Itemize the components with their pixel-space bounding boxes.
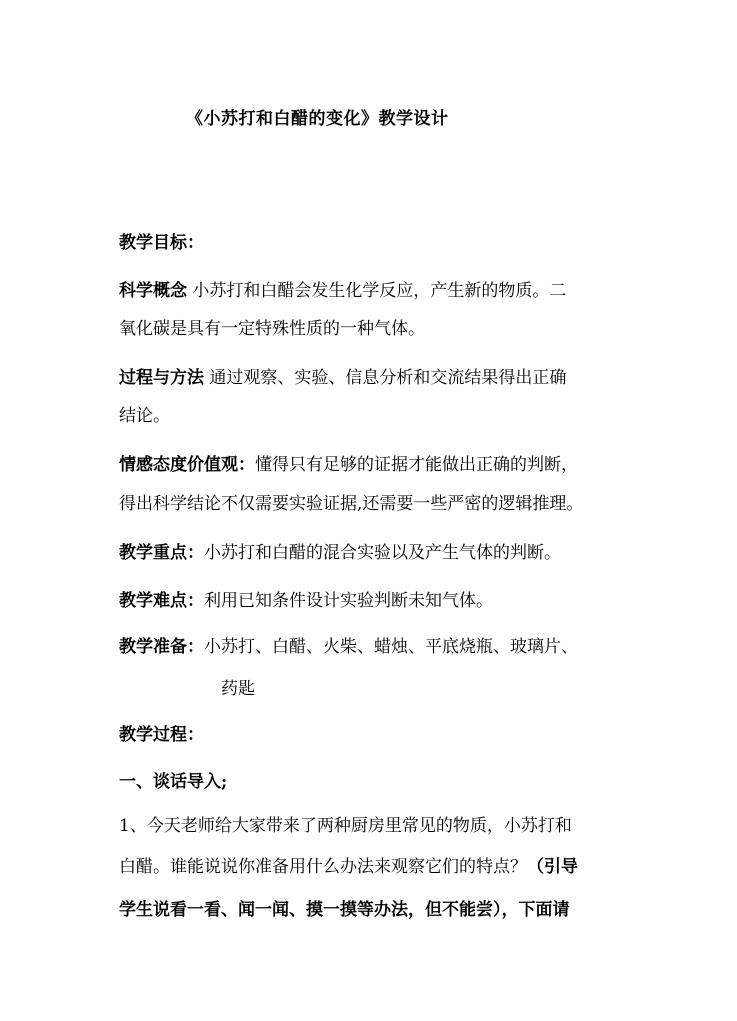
process-text-1: 通过观察、实验、信息分析和交流结果得出正确 <box>209 368 567 388</box>
para1-line-3: 学生说看一看、闻一闻、摸一摸等办法，但不能尝），下面请 <box>119 900 570 920</box>
preparation-text-1: 小苏打、白醋、火柴、蜡烛、平底烧瓶、玻璃片、 <box>204 637 578 657</box>
key-point-line <box>119 541 561 565</box>
process-line-2: 结论。 <box>119 406 170 426</box>
concept-text-1: 小苏打和白醋会发生化学反应，产生新的物质。二 <box>192 281 567 301</box>
preparation-line-2: 药匙 <box>221 679 255 699</box>
emotion-label: 情感态度价值观： <box>119 455 255 475</box>
preparation-line-1 <box>119 635 578 659</box>
section1-heading: 一、谈话导入; <box>119 772 228 792</box>
para1-text-2a: 白醋。谁能说说你准备用什么办法来观察它们的特点？ <box>119 857 527 877</box>
para1-line-1: 1、今天老师给大家带来了两种厨房里常见的物质，小苏打和 <box>119 816 572 836</box>
emotion-text-1: 懂得只有足够的证据才能做出正确的判断， <box>255 455 578 475</box>
emotion-line-1 <box>119 453 578 477</box>
difficulty-label: 教学难点： <box>119 591 204 611</box>
difficulty-text: 利用已知条件设计实验判断未知气体。 <box>204 591 493 611</box>
process-line-1 <box>119 366 566 390</box>
concept-line-2: 氧化碳是具有一定特殊性质的一种气体。 <box>119 319 425 339</box>
process-label: 过程与方法 <box>119 368 204 388</box>
preparation-label: 教学准备： <box>119 637 204 657</box>
process-heading: 教学过程： <box>119 725 204 745</box>
emotion-line-2: 得出科学结论不仅需要实验证据,还需要一些严密的逻辑推理。 <box>119 494 584 514</box>
difficulty-line <box>119 589 493 613</box>
objectives-heading: 教学目标： <box>119 233 204 253</box>
concept-line-1 <box>119 279 566 303</box>
document-title: 《小苏打和白醋的变化》教学设计 <box>186 109 449 129</box>
key-point-label: 教学重点： <box>119 543 204 563</box>
concept-label: 科学概念 <box>119 281 187 301</box>
key-point-text: 小苏打和白醋的混合实验以及产生气体的判断。 <box>204 543 561 563</box>
para1-text-2b: （引导 <box>527 857 578 877</box>
para1-line-2 <box>119 855 578 879</box>
